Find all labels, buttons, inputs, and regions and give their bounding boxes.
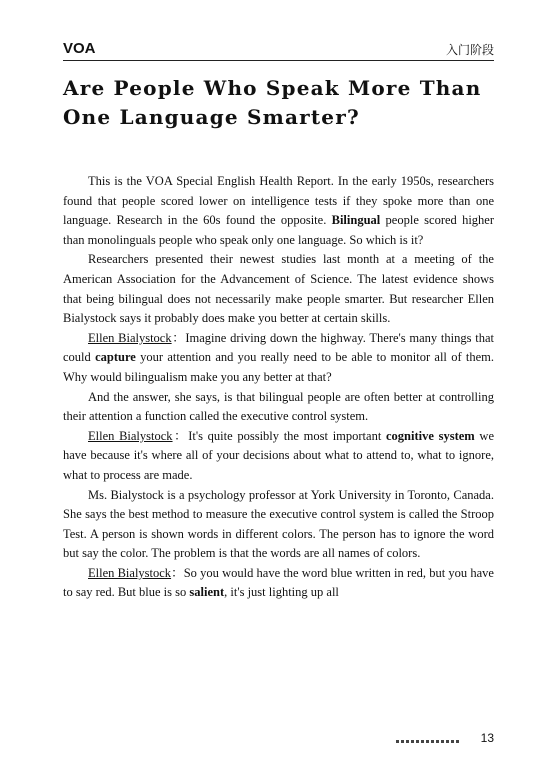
article-body [63,172,494,603]
paragraph-text: This is the VOA Special English Health Report. In the early 1950s, researchers found that people scored lower on intelligence tests if they spoke more than one language. Research in the 60s found the opposite. [63,174,494,228]
vocabulary-term: capture [95,350,136,365]
voa-logo: VOA [63,40,96,57]
paragraph-text: ：It's quite possibly the most important [172,428,382,443]
speaker-name: Ellen Bialystock [88,428,173,443]
paragraph [63,250,494,328]
vocabulary-term: cognitive system [386,428,475,443]
paragraph-text: ：Imagine driving down the highway. There's many things that could [63,330,494,365]
section-label: 入门阶段 [445,43,494,57]
speaker-name: Ellen Bialystock [88,565,172,580]
page-number: 13 [480,731,494,745]
paragraph-text: And the answer, she says, is that bilingual people are often better at controlling their attention a function called the executive control system. [63,389,494,424]
article-title: Are People Who Speak More Than One Language Smarter? [63,76,482,129]
paragraph [63,564,494,603]
paragraph-text: Ms. Bialystock is a psychology professor at York University in Toronto, Canada. She says the best method to measure the executive control system is called the Stroop Test. A person is shown words in different colors. The person has to ignore the word but say the color. The problem is that the words are all names of colors. [63,487,494,561]
speaker-name: Ellen Bialystock [88,330,172,345]
paragraph-text: , it's just lighting up all [224,585,339,600]
paragraph [63,329,494,388]
paragraph-text: people scored higher than monolinguals people who speak only one language. So which is it? [63,213,494,247]
header-divider [63,60,494,61]
footer-decoration [396,740,460,743]
paragraph-text: ：So you would have the word blue written in red, but you have to say red. But blue is so [63,565,494,600]
paragraph [63,486,494,564]
paragraph-text: we have because it's where all of your decisions about what to attend to, what to ignore, what to process are made. [63,428,494,482]
paragraph [63,172,494,250]
vocabulary-term: salient [189,585,225,600]
paragraph [63,427,494,486]
vocabulary-term: Bilingual [331,213,381,228]
paragraph-text: Researchers presented their newest studies last month at a meeting of the American Association for the Advancement of Science. The latest evidence shows that being bilingual does not necessarily make people smarter. But researcher Ellen Bialystock says it probably does make you better at certain skills. [63,252,494,326]
paragraph [63,388,494,427]
paragraph-text: your attention and you really need to be able to monitor all of them. Why would bilingualism make you any better at that? [63,350,495,384]
